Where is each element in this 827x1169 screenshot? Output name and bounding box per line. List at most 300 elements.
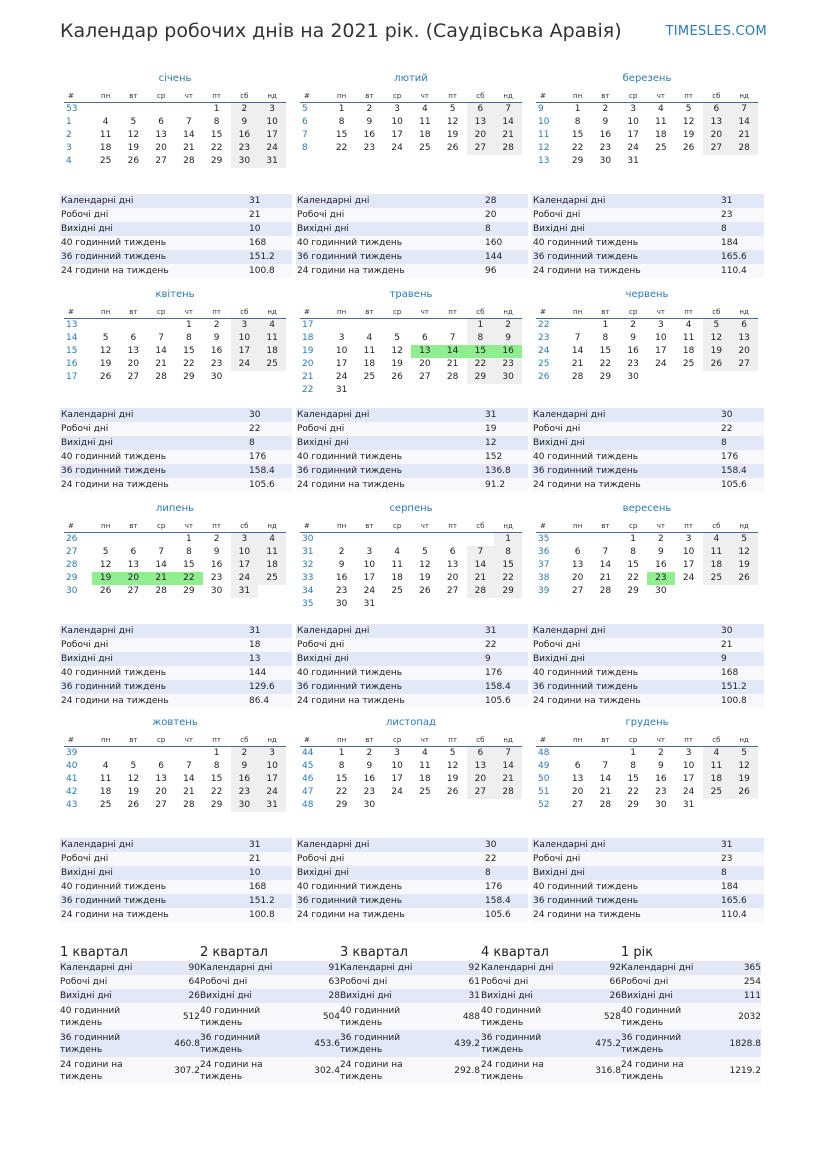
weekend-day-cell[interactable]: 3 [231, 319, 259, 333]
day-cell[interactable]: 2 [658, 748, 664, 758]
day-cell[interactable]: 26 [419, 586, 431, 596]
day-cell[interactable]: 29 [627, 800, 639, 810]
day-cell[interactable]: 5 [130, 761, 137, 771]
weekend-day-cell[interactable]: 19 [730, 559, 758, 572]
month-name[interactable]: березень [622, 73, 672, 84]
day-cell[interactable]: 15 [210, 130, 223, 140]
day-cell[interactable]: 6 [574, 761, 581, 771]
weekend-day-cell[interactable]: 2 [494, 319, 522, 333]
weekend-day-cell[interactable]: 6 [467, 747, 495, 761]
day-cell[interactable]: 13 [571, 560, 584, 570]
weekend-day-cell[interactable]: 19 [703, 345, 731, 358]
weekend-day-cell[interactable]: 23 [231, 142, 259, 155]
day-cell[interactable]: 28 [599, 586, 612, 596]
day-cell[interactable]: 22 [335, 787, 348, 797]
weekend-day-cell[interactable]: 9 [231, 116, 259, 129]
day-cell[interactable]: 13 [127, 560, 140, 570]
month-name[interactable]: жовтень [152, 717, 198, 728]
day-cell[interactable]: 13 [155, 130, 167, 140]
weekend-day-cell[interactable]: 28 [494, 786, 522, 799]
weekend-day-cell[interactable]: 28 [730, 142, 758, 155]
weekend-day-cell[interactable]: 7 [494, 103, 522, 117]
day-cell[interactable]: 12 [419, 560, 431, 570]
day-cell[interactable]: 12 [127, 774, 140, 784]
day-cell[interactable]: 27 [419, 372, 431, 382]
day-cell[interactable]: 2 [366, 748, 373, 758]
weekend-day-cell[interactable]: 27 [467, 786, 495, 799]
day-cell[interactable]: 5 [449, 748, 456, 758]
day-cell[interactable]: 30 [210, 372, 223, 382]
holiday-day-cell[interactable]: 23 [647, 572, 675, 585]
day-cell[interactable]: 14 [155, 346, 167, 356]
day-cell[interactable]: 26 [127, 800, 140, 810]
day-cell[interactable]: 18 [391, 573, 403, 583]
weekend-day-cell[interactable]: 18 [703, 773, 731, 786]
day-cell[interactable]: 31 [335, 385, 348, 395]
day-cell[interactable]: 14 [571, 346, 584, 356]
day-cell[interactable]: 5 [130, 117, 137, 127]
weekend-day-cell[interactable]: 11 [258, 546, 286, 559]
day-cell[interactable]: 16 [363, 130, 376, 140]
holiday-day-cell[interactable]: 15 [467, 345, 495, 358]
weekend-day-cell[interactable]: 11 [258, 332, 286, 345]
day-cell[interactable]: 17 [391, 774, 403, 784]
day-cell[interactable]: 6 [158, 761, 164, 771]
day-cell[interactable]: 24 [682, 787, 695, 797]
day-cell[interactable]: 12 [446, 117, 459, 127]
day-cell[interactable]: 24 [391, 143, 403, 153]
day-cell[interactable]: 11 [682, 333, 695, 343]
weekend-day-cell[interactable]: 9 [231, 760, 259, 773]
day-cell[interactable]: 1 [574, 104, 581, 114]
weekend-day-cell[interactable]: 8 [494, 546, 522, 559]
day-cell[interactable]: 8 [574, 117, 581, 127]
weekend-day-cell[interactable]: 13 [703, 116, 731, 129]
day-cell[interactable]: 17 [655, 346, 667, 356]
day-cell[interactable]: 16 [655, 560, 667, 570]
day-cell[interactable]: 22 [627, 573, 639, 583]
day-cell[interactable]: 23 [599, 143, 612, 153]
day-cell[interactable]: 4 [658, 104, 664, 114]
weekend-day-cell[interactable]: 10 [258, 760, 286, 773]
weekend-day-cell[interactable]: 10 [258, 116, 286, 129]
day-cell[interactable]: 28 [446, 372, 459, 382]
day-cell[interactable]: 11 [419, 117, 431, 127]
day-cell[interactable]: 19 [391, 359, 403, 369]
day-cell[interactable]: 20 [127, 359, 140, 369]
weekend-day-cell[interactable]: 6 [467, 103, 495, 117]
weekend-day-cell[interactable]: 25 [703, 572, 731, 585]
weekend-day-cell[interactable]: 8 [467, 332, 495, 345]
day-cell[interactable]: 1 [338, 104, 345, 114]
day-cell[interactable]: 19 [127, 143, 140, 153]
day-cell[interactable]: 5 [449, 104, 456, 114]
day-cell[interactable]: 16 [335, 573, 348, 583]
day-cell[interactable]: 1 [338, 748, 345, 758]
day-cell[interactable]: 2 [213, 534, 220, 544]
day-cell[interactable]: 1 [213, 748, 220, 758]
weekend-day-cell[interactable]: 1 [494, 533, 522, 547]
day-cell[interactable]: 25 [391, 586, 403, 596]
day-cell[interactable]: 17 [682, 774, 695, 784]
day-cell[interactable]: 8 [338, 761, 345, 771]
day-cell[interactable]: 20 [155, 787, 167, 797]
day-cell[interactable]: 26 [99, 372, 112, 382]
day-cell[interactable]: 2 [602, 104, 609, 114]
day-cell[interactable]: 4 [102, 761, 109, 771]
day-cell[interactable]: 26 [99, 586, 112, 596]
holiday-day-cell[interactable]: 21 [147, 572, 175, 585]
day-cell[interactable]: 2 [338, 547, 345, 557]
day-cell[interactable]: 13 [571, 774, 584, 784]
weekend-day-cell[interactable]: 5 [730, 747, 758, 761]
day-cell[interactable]: 3 [338, 333, 345, 343]
day-cell[interactable]: 23 [363, 143, 376, 153]
day-cell[interactable]: 5 [685, 104, 692, 114]
day-cell[interactable]: 30 [210, 586, 223, 596]
weekend-day-cell[interactable]: 7 [730, 103, 758, 117]
day-cell[interactable]: 9 [213, 333, 220, 343]
day-cell[interactable]: 25 [682, 359, 695, 369]
day-cell[interactable]: 17 [363, 573, 376, 583]
weekend-day-cell[interactable]: 12 [730, 546, 758, 559]
day-cell[interactable]: 18 [99, 143, 112, 153]
day-cell[interactable]: 7 [186, 761, 192, 771]
day-cell[interactable]: 5 [422, 547, 428, 557]
day-cell[interactable]: 20 [446, 573, 459, 583]
day-cell[interactable]: 16 [655, 774, 667, 784]
day-cell[interactable]: 12 [99, 560, 112, 570]
day-cell[interactable]: 29 [599, 372, 612, 382]
weekend-day-cell[interactable]: 30 [231, 799, 259, 812]
weekend-day-cell[interactable]: 9 [494, 332, 522, 345]
weekend-day-cell[interactable]: 5 [703, 319, 731, 333]
day-cell[interactable]: 12 [391, 346, 403, 356]
weekend-day-cell[interactable]: 31 [258, 155, 286, 168]
day-cell[interactable]: 16 [627, 346, 639, 356]
weekend-day-cell[interactable]: 18 [258, 345, 286, 358]
day-cell[interactable]: 25 [99, 156, 112, 166]
weekend-day-cell[interactable]: 4 [703, 747, 731, 761]
day-cell[interactable]: 30 [363, 800, 376, 810]
day-cell[interactable]: 29 [571, 156, 584, 166]
weekend-day-cell[interactable]: 6 [730, 319, 758, 333]
weekend-day-cell[interactable]: 23 [494, 358, 522, 371]
weekend-day-cell[interactable]: 6 [703, 103, 731, 117]
weekend-day-cell[interactable]: 2 [231, 747, 259, 761]
weekend-day-cell[interactable]: 15 [494, 559, 522, 572]
day-cell[interactable]: 21 [599, 573, 612, 583]
day-cell[interactable]: 11 [99, 130, 112, 140]
day-cell[interactable]: 27 [155, 156, 167, 166]
day-cell[interactable]: 28 [183, 800, 195, 810]
day-cell[interactable]: 23 [335, 586, 348, 596]
weekend-day-cell[interactable]: 18 [703, 559, 731, 572]
weekend-day-cell[interactable]: 5 [730, 533, 758, 547]
weekend-day-cell[interactable]: 3 [231, 533, 259, 547]
weekend-day-cell[interactable]: 17 [231, 345, 259, 358]
month-name[interactable]: вересень [622, 503, 672, 514]
weekend-day-cell[interactable]: 18 [258, 559, 286, 572]
month-name[interactable]: лютий [394, 73, 428, 84]
weekend-day-cell[interactable]: 13 [467, 116, 495, 129]
day-cell[interactable]: 18 [99, 787, 112, 797]
weekend-day-cell[interactable]: 4 [258, 533, 286, 547]
weekend-day-cell[interactable]: 4 [258, 319, 286, 333]
weekend-day-cell[interactable]: 3 [258, 747, 286, 761]
month-name[interactable]: липень [155, 503, 194, 514]
day-cell[interactable]: 27 [446, 586, 459, 596]
day-cell[interactable]: 21 [599, 787, 612, 797]
day-cell[interactable]: 21 [183, 787, 195, 797]
month-name[interactable]: червень [625, 289, 669, 300]
day-cell[interactable]: 8 [213, 761, 220, 771]
day-cell[interactable]: 7 [449, 333, 456, 343]
weekend-day-cell[interactable]: 30 [494, 371, 522, 384]
day-cell[interactable]: 3 [394, 104, 400, 114]
day-cell[interactable]: 29 [183, 372, 195, 382]
weekend-day-cell[interactable]: 14 [467, 559, 495, 572]
day-cell[interactable]: 18 [655, 130, 667, 140]
day-cell[interactable]: 6 [574, 547, 581, 557]
day-cell[interactable]: 26 [127, 156, 140, 166]
holiday-day-cell[interactable]: 14 [439, 345, 467, 358]
weekend-day-cell[interactable]: 17 [258, 129, 286, 142]
month-name[interactable]: квітень [155, 289, 195, 300]
day-cell[interactable]: 5 [102, 547, 109, 557]
weekend-day-cell[interactable]: 12 [703, 332, 731, 345]
day-cell[interactable]: 14 [183, 130, 195, 140]
day-cell[interactable]: 27 [127, 372, 140, 382]
day-cell[interactable]: 22 [210, 143, 223, 153]
day-cell[interactable]: 24 [627, 143, 639, 153]
day-cell[interactable]: 12 [127, 130, 140, 140]
day-cell[interactable]: 15 [627, 774, 639, 784]
weekend-day-cell[interactable]: 29 [467, 371, 495, 384]
weekend-day-cell[interactable]: 24 [258, 142, 286, 155]
day-cell[interactable]: 2 [658, 534, 664, 544]
day-cell[interactable]: 21 [183, 143, 195, 153]
day-cell[interactable]: 8 [186, 547, 192, 557]
day-cell[interactable]: 3 [685, 748, 692, 758]
day-cell[interactable]: 15 [599, 346, 612, 356]
month-name[interactable]: листопад [386, 717, 436, 728]
day-cell[interactable]: 8 [602, 333, 609, 343]
day-cell[interactable]: 11 [655, 117, 667, 127]
month-name[interactable]: травень [389, 289, 433, 300]
weekend-day-cell[interactable]: 17 [231, 559, 259, 572]
weekend-day-cell[interactable]: 21 [494, 773, 522, 786]
day-cell[interactable]: 21 [155, 359, 167, 369]
day-cell[interactable]: 27 [571, 586, 584, 596]
day-cell[interactable]: 8 [213, 117, 220, 127]
day-cell[interactable]: 1 [186, 320, 192, 330]
day-cell[interactable]: 19 [682, 130, 695, 140]
day-cell[interactable]: 15 [571, 130, 584, 140]
day-cell[interactable]: 25 [99, 800, 112, 810]
day-cell[interactable]: 7 [602, 761, 609, 771]
day-cell[interactable]: 4 [422, 748, 428, 758]
day-cell[interactable]: 14 [155, 560, 167, 570]
day-cell[interactable]: 10 [335, 346, 348, 356]
day-cell[interactable]: 26 [682, 143, 695, 153]
day-cell[interactable]: 10 [391, 761, 403, 771]
weekend-day-cell[interactable]: 16 [231, 773, 259, 786]
weekend-day-cell[interactable]: 13 [730, 332, 758, 345]
weekend-day-cell[interactable]: 26 [730, 572, 758, 585]
holiday-day-cell[interactable]: 20 [120, 572, 148, 585]
weekend-day-cell[interactable]: 24 [231, 572, 259, 585]
day-cell[interactable]: 9 [213, 547, 220, 557]
day-cell[interactable]: 13 [446, 560, 459, 570]
weekend-day-cell[interactable]: 28 [494, 142, 522, 155]
day-cell[interactable]: 9 [338, 560, 345, 570]
weekend-day-cell[interactable]: 26 [703, 358, 731, 371]
brand-link[interactable]: TIMESLES.COM [665, 24, 767, 39]
weekend-day-cell[interactable]: 13 [467, 760, 495, 773]
day-cell[interactable]: 19 [446, 130, 459, 140]
day-cell[interactable]: 13 [155, 774, 167, 784]
day-cell[interactable]: 22 [599, 359, 612, 369]
day-cell[interactable]: 25 [655, 143, 667, 153]
weekend-day-cell[interactable]: 3 [258, 103, 286, 117]
weekend-day-cell[interactable]: 21 [730, 129, 758, 142]
day-cell[interactable]: 21 [446, 359, 459, 369]
day-cell[interactable]: 28 [155, 372, 167, 382]
weekend-day-cell[interactable]: 20 [730, 345, 758, 358]
day-cell[interactable]: 17 [627, 130, 639, 140]
weekend-day-cell[interactable]: 10 [231, 332, 259, 345]
weekend-day-cell[interactable]: 2 [231, 103, 259, 117]
day-cell[interactable]: 25 [363, 372, 376, 382]
weekend-day-cell[interactable]: 10 [231, 546, 259, 559]
day-cell[interactable]: 10 [391, 117, 403, 127]
weekend-day-cell[interactable]: 11 [703, 546, 731, 559]
day-cell[interactable]: 19 [127, 787, 140, 797]
day-cell[interactable]: 23 [627, 359, 639, 369]
day-cell[interactable]: 2 [213, 320, 220, 330]
day-cell[interactable]: 7 [158, 547, 164, 557]
day-cell[interactable]: 24 [682, 573, 695, 583]
day-cell[interactable]: 14 [599, 560, 612, 570]
weekend-day-cell[interactable]: 12 [730, 760, 758, 773]
day-cell[interactable]: 6 [130, 547, 137, 557]
day-cell[interactable]: 27 [127, 586, 140, 596]
day-cell[interactable]: 11 [363, 346, 376, 356]
day-cell[interactable]: 30 [599, 156, 612, 166]
day-cell[interactable]: 1 [602, 320, 609, 330]
day-cell[interactable]: 2 [366, 104, 373, 114]
day-cell[interactable]: 22 [627, 787, 639, 797]
day-cell[interactable]: 18 [682, 346, 695, 356]
day-cell[interactable]: 18 [363, 359, 376, 369]
day-cell[interactable]: 12 [682, 117, 695, 127]
weekend-day-cell[interactable]: 14 [494, 116, 522, 129]
weekend-day-cell[interactable]: 20 [467, 129, 495, 142]
weekend-day-cell[interactable]: 7 [467, 546, 495, 559]
day-cell[interactable]: 19 [446, 774, 459, 784]
day-cell[interactable]: 25 [419, 787, 431, 797]
weekend-day-cell[interactable]: 14 [730, 116, 758, 129]
day-cell[interactable]: 22 [183, 359, 195, 369]
weekend-day-cell[interactable]: 21 [494, 129, 522, 142]
day-cell[interactable]: 26 [446, 143, 459, 153]
day-cell[interactable]: 10 [627, 117, 639, 127]
day-cell[interactable]: 11 [99, 774, 112, 784]
day-cell[interactable]: 24 [391, 787, 403, 797]
day-cell[interactable]: 11 [419, 761, 431, 771]
day-cell[interactable]: 8 [630, 761, 636, 771]
day-cell[interactable]: 4 [366, 333, 373, 343]
day-cell[interactable]: 16 [210, 560, 223, 570]
day-cell[interactable]: 1 [630, 748, 636, 758]
weekend-day-cell[interactable]: 11 [703, 760, 731, 773]
day-cell[interactable]: 5 [394, 333, 400, 343]
day-cell[interactable]: 17 [391, 130, 403, 140]
day-cell[interactable]: 20 [155, 143, 167, 153]
day-cell[interactable]: 26 [391, 372, 403, 382]
day-cell[interactable]: 29 [210, 800, 223, 810]
weekend-day-cell[interactable]: 4 [703, 533, 731, 547]
day-cell[interactable]: 31 [682, 800, 695, 810]
day-cell[interactable]: 9 [630, 333, 636, 343]
day-cell[interactable]: 17 [682, 560, 695, 570]
day-cell[interactable]: 28 [571, 372, 584, 382]
day-cell[interactable]: 4 [394, 547, 400, 557]
day-cell[interactable]: 20 [419, 359, 431, 369]
holiday-day-cell[interactable]: 19 [92, 572, 120, 585]
day-cell[interactable]: 23 [210, 573, 223, 583]
day-cell[interactable]: 14 [183, 774, 195, 784]
day-cell[interactable]: 5 [102, 333, 109, 343]
weekend-day-cell[interactable]: 1 [467, 319, 495, 333]
day-cell[interactable]: 11 [391, 560, 403, 570]
weekend-day-cell[interactable]: 24 [258, 786, 286, 799]
day-cell[interactable]: 15 [627, 560, 639, 570]
day-cell[interactable]: 28 [155, 586, 167, 596]
day-cell[interactable]: 3 [685, 534, 692, 544]
day-cell[interactable]: 4 [102, 117, 109, 127]
day-cell[interactable]: 28 [599, 800, 612, 810]
day-cell[interactable]: 30 [627, 372, 639, 382]
day-cell[interactable]: 23 [210, 359, 223, 369]
day-cell[interactable]: 29 [210, 156, 223, 166]
weekend-day-cell[interactable]: 14 [494, 760, 522, 773]
day-cell[interactable]: 22 [210, 787, 223, 797]
day-cell[interactable]: 14 [599, 774, 612, 784]
day-cell[interactable]: 15 [335, 130, 348, 140]
weekend-day-cell[interactable]: 26 [730, 786, 758, 799]
day-cell[interactable]: 29 [335, 800, 348, 810]
day-cell[interactable]: 18 [419, 130, 431, 140]
day-cell[interactable]: 19 [419, 573, 431, 583]
day-cell[interactable]: 1 [186, 534, 192, 544]
day-cell[interactable]: 29 [627, 586, 639, 596]
month-name[interactable]: січень [158, 73, 192, 84]
day-cell[interactable]: 3 [658, 320, 664, 330]
weekend-day-cell[interactable]: 29 [494, 585, 522, 598]
holiday-day-cell[interactable]: 22 [175, 572, 203, 585]
day-cell[interactable]: 16 [363, 774, 376, 784]
day-cell[interactable]: 27 [571, 800, 584, 810]
day-cell[interactable]: 25 [419, 143, 431, 153]
weekend-day-cell[interactable]: 23 [231, 786, 259, 799]
day-cell[interactable]: 10 [363, 560, 376, 570]
day-cell[interactable]: 4 [422, 104, 428, 114]
weekend-day-cell[interactable]: 20 [703, 129, 731, 142]
day-cell[interactable]: 6 [449, 547, 456, 557]
day-cell[interactable]: 10 [682, 547, 695, 557]
